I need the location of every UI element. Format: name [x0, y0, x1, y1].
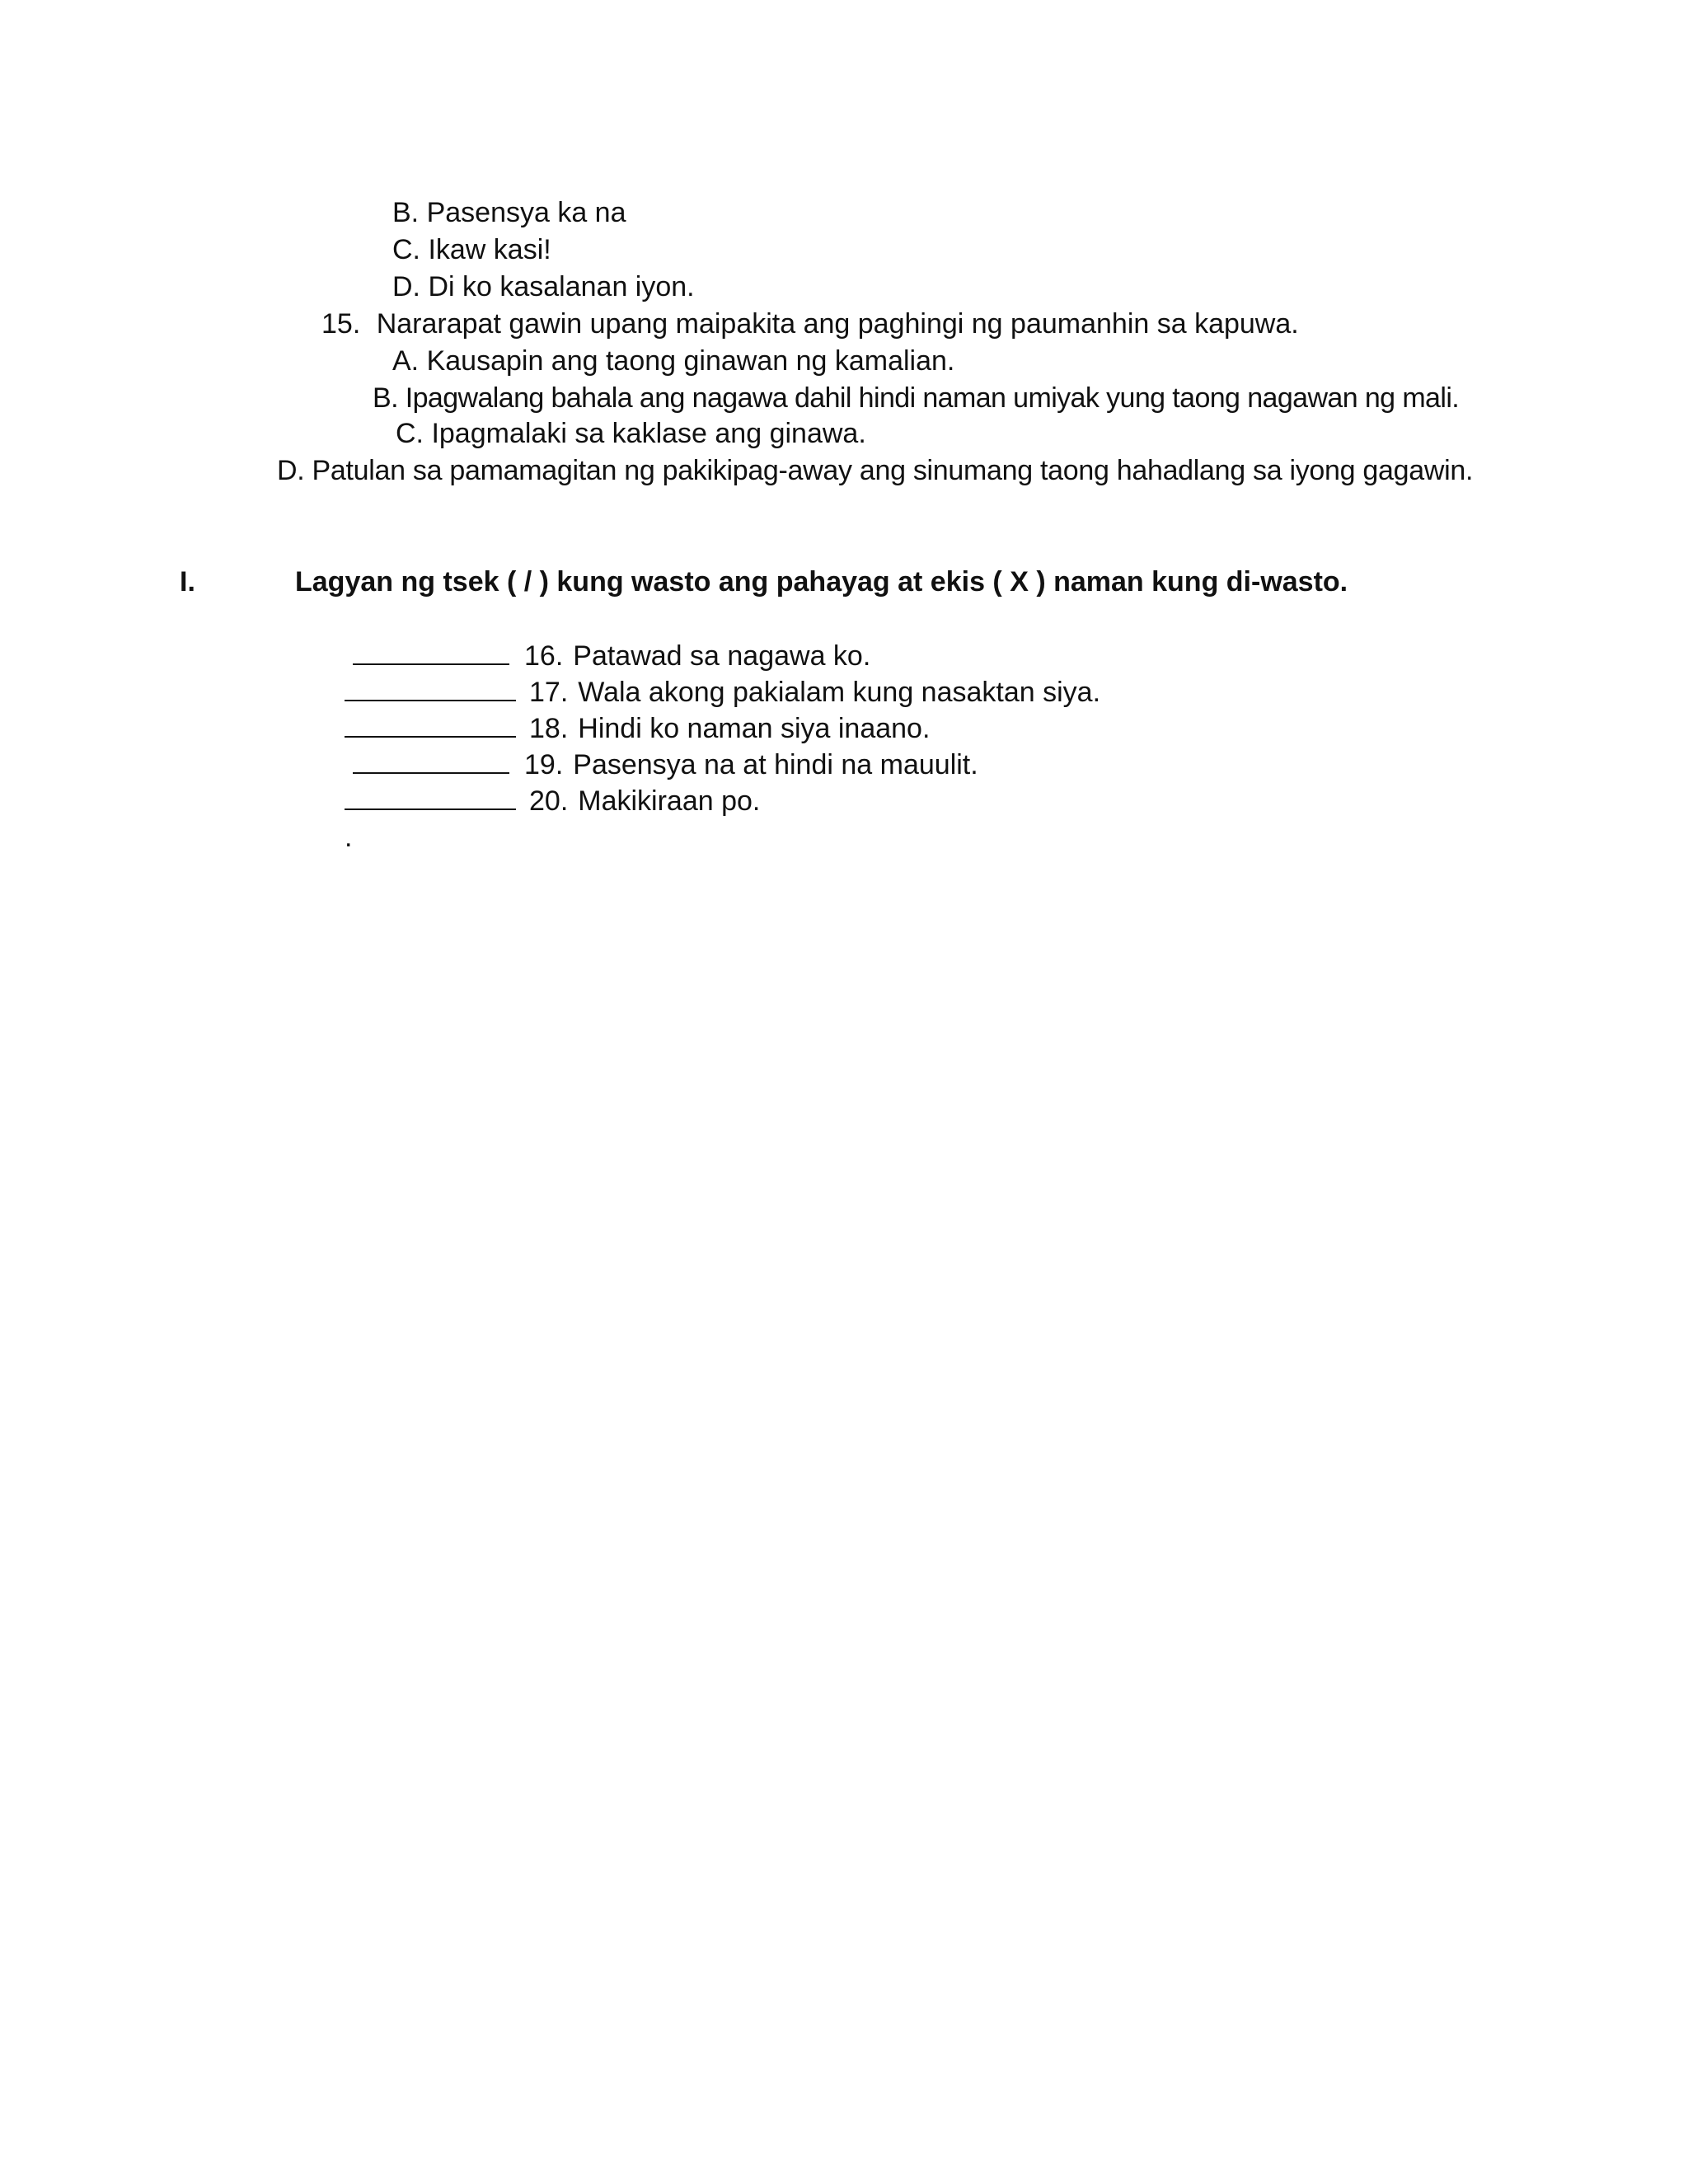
- question-15-number: 15.: [321, 308, 361, 340]
- question-15-option-b: B. Ipagwalang bahala ang nagawa dahil hindi naman umiyak yung taong nagawan ng mali.: [373, 382, 1460, 414]
- item-19: [353, 747, 978, 783]
- section-numeral: I.: [180, 566, 195, 598]
- answer-blank[interactable]: [353, 748, 509, 774]
- item-text: Pasensya na at hindi na mauulit.: [573, 749, 978, 780]
- item-number: 17.: [529, 677, 569, 708]
- item-18: [345, 710, 930, 747]
- item-number: 19.: [524, 749, 564, 780]
- question-15: [321, 306, 1299, 342]
- question-15-option-c: C. Ipagmalaki sa kaklase ang ginawa.: [396, 418, 866, 449]
- item-text: Hindi ko naman siya inaano.: [578, 713, 931, 744]
- question-15-text: Nararapat gawin upang maipakita ang paghingi ng paumanhin sa kapuwa.: [376, 308, 1299, 340]
- item-text: Wala akong pakialam kung nasaktan siya.: [578, 677, 1101, 708]
- answer-blank[interactable]: [353, 639, 509, 665]
- option-d-previous: D. Di ko kasalanan iyon.: [392, 271, 695, 302]
- item-number: 18.: [529, 713, 569, 744]
- item-text: Makikiraan po.: [578, 785, 761, 817]
- item-number: 16.: [524, 640, 564, 672]
- answer-blank[interactable]: [345, 784, 516, 810]
- section-instruction: Lagyan ng tsek ( / ) kung wasto ang pahayag at ekis ( X ) naman kung di-wasto.: [295, 566, 1348, 598]
- option-b-previous: B. Pasensya ka na: [392, 197, 626, 228]
- item-20: [345, 783, 760, 819]
- option-c-previous: C. Ikaw kasi!: [392, 234, 551, 265]
- question-15-option-a: A. Kausapin ang taong ginawan ng kamalian.: [392, 345, 955, 377]
- item-16: [353, 638, 870, 674]
- item-17: [345, 674, 1100, 710]
- answer-blank[interactable]: [345, 711, 516, 738]
- question-15-option-d: D. Patulan sa pamamagitan ng pakikipag-away ang sinumang taong hahadlang sa iyong gagawin.: [277, 455, 1474, 486]
- item-text: Patawad sa nagawa ko.: [573, 640, 871, 672]
- answer-blank[interactable]: [345, 675, 516, 701]
- trailing-period: .: [345, 822, 353, 853]
- item-number: 20.: [529, 785, 569, 817]
